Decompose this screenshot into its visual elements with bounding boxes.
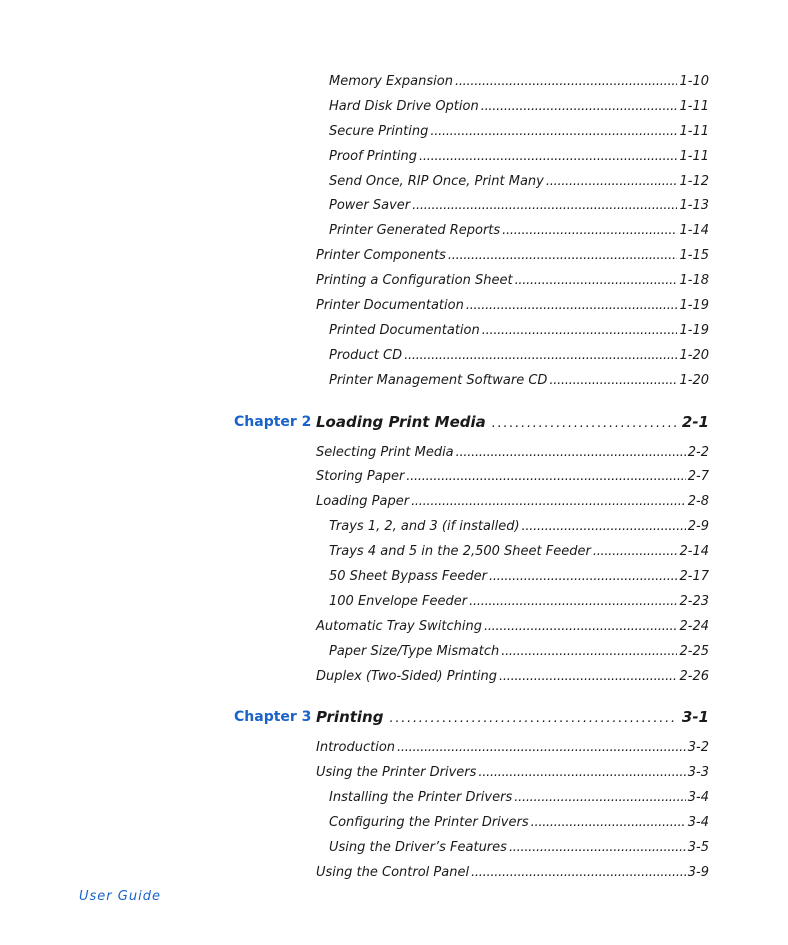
toc-page-number: 2-2	[687, 444, 709, 460]
toc-entry-link[interactable]	[329, 95, 709, 120]
chapter-title: Printing	[316, 708, 384, 727]
toc-row	[0, 540, 788, 565]
dot-leader	[502, 219, 677, 244]
toc-row	[0, 344, 788, 369]
dot-leader	[484, 615, 678, 640]
dot-leader	[430, 120, 677, 145]
toc-entry-link[interactable]	[329, 515, 709, 540]
toc-row	[0, 490, 788, 515]
toc-page-number: 3-3	[687, 765, 709, 781]
toc-page-number: 3-9	[687, 864, 709, 880]
toc-entry-title: Configuring the Printer Drivers	[329, 815, 529, 831]
toc-entry-link[interactable]	[316, 244, 709, 269]
toc-page-number: 2-9	[687, 519, 709, 535]
toc-row	[0, 515, 788, 540]
toc-entry-link[interactable]	[316, 736, 709, 761]
toc-entry-title: Automatic Tray Switching	[316, 618, 482, 634]
dot-leader	[531, 811, 686, 836]
toc-page-number: 3-4	[687, 790, 709, 806]
dot-leader	[549, 369, 677, 394]
dot-leader	[397, 736, 686, 761]
toc-entry-title: Printer Generated Reports	[329, 223, 501, 239]
toc-row	[0, 70, 788, 95]
toc-page-number: 2-26	[679, 668, 709, 684]
dot-leader	[492, 405, 676, 442]
toc-row	[0, 244, 788, 269]
toc-page-number: 1-20	[679, 347, 709, 363]
dot-leader	[411, 490, 686, 515]
dot-leader	[455, 70, 678, 95]
toc-entry-link[interactable]	[316, 441, 709, 466]
dot-leader	[522, 515, 686, 540]
toc-page-number: 1-14	[679, 223, 709, 239]
toc-entry-title: Trays 4 and 5 in the 2,500 Sheet Feeder	[329, 544, 591, 560]
toc-entry-title: Using the Control Panel	[316, 864, 470, 880]
toc-entry-title: Printer Components	[316, 248, 446, 264]
toc-row	[0, 615, 788, 640]
dot-leader	[469, 590, 677, 615]
toc-entry-link[interactable]	[329, 344, 709, 369]
toc-page-number: 1-19	[679, 298, 709, 314]
toc-row	[0, 145, 788, 170]
dot-leader	[412, 194, 677, 219]
toc-entry-title: Using the Driver’s Features	[329, 840, 507, 856]
dot-leader	[482, 319, 678, 344]
dot-leader	[499, 665, 678, 690]
toc-row	[0, 640, 788, 665]
toc-page-number: 2-7	[687, 469, 709, 485]
toc-row	[0, 861, 788, 886]
toc-row	[0, 194, 788, 219]
dot-leader	[448, 244, 678, 269]
chapter-title-link[interactable]	[316, 699, 709, 737]
toc-entry-title: Installing the Printer Drivers	[329, 790, 513, 806]
dot-leader	[481, 95, 678, 120]
dot-leader	[404, 344, 677, 369]
toc-entry-link[interactable]	[329, 145, 709, 170]
toc-page-number: 3-5	[687, 840, 709, 856]
toc-entry-link[interactable]	[329, 590, 709, 615]
chapter-label: Chapter 3	[234, 709, 312, 726]
toc-row	[0, 836, 788, 861]
toc-entry-title: Product CD	[329, 347, 403, 363]
toc-entry-title: Storing Paper	[316, 469, 405, 485]
toc-page-number: 1-11	[679, 123, 709, 139]
dot-leader	[501, 640, 677, 665]
toc-page-number: 2-25	[679, 643, 709, 659]
toc-entry-title: 100 Envelope Feeder	[329, 593, 468, 609]
toc-entry-link[interactable]	[329, 540, 709, 565]
toc-entry-title: Secure Printing	[329, 123, 429, 139]
toc-entry-link[interactable]	[329, 369, 709, 394]
toc-entry-link[interactable]	[316, 465, 709, 490]
toc-page-number: 1-15	[679, 248, 709, 264]
toc-entry-link[interactable]	[316, 294, 709, 319]
toc-page-number: 1-11	[679, 98, 709, 114]
toc-page-number: 3-4	[687, 815, 709, 831]
toc-page-number: 1-20	[679, 372, 709, 388]
toc-entry-link[interactable]	[329, 170, 709, 195]
toc-entry-title: Power Saver	[329, 198, 411, 214]
dot-leader	[466, 294, 678, 319]
toc-entry-link[interactable]	[316, 269, 709, 294]
toc-entry-link[interactable]	[316, 761, 709, 786]
toc-entry-link[interactable]	[329, 565, 709, 590]
toc-row	[0, 590, 788, 615]
toc-entry-link[interactable]	[329, 120, 709, 145]
dot-leader	[509, 836, 686, 861]
toc-row	[0, 294, 788, 319]
dot-leader	[456, 441, 686, 466]
chapter-page-number: 2-1	[681, 412, 709, 431]
toc-row	[0, 120, 788, 145]
dot-leader	[471, 861, 686, 886]
dot-leader	[419, 145, 677, 170]
chapter-heading-row	[0, 404, 788, 441]
toc-page-number: 1-13	[679, 198, 709, 214]
footer-label: User Guide	[79, 889, 161, 904]
toc-entry-title: Send Once, RIP Once, Print Many	[329, 173, 544, 189]
toc-entry-link[interactable]	[329, 194, 709, 219]
toc-entry-link[interactable]	[329, 219, 709, 244]
toc-entry-title: Paper Size/Type Mismatch	[329, 643, 500, 659]
chapter-title-link[interactable]	[316, 404, 709, 442]
toc-row	[0, 269, 788, 294]
toc-row	[0, 170, 788, 195]
toc-entry-title: Loading Paper	[316, 494, 410, 510]
toc-entry-link[interactable]	[329, 786, 709, 811]
toc-entry-title: 50 Sheet Bypass Feeder	[329, 569, 487, 585]
toc-row	[0, 465, 788, 490]
toc-row	[0, 219, 788, 244]
toc-entry-title: Printer Management Software CD	[329, 372, 548, 388]
chapter-label: Chapter 2	[234, 413, 312, 430]
dot-leader	[489, 565, 678, 590]
chapter-page-number: 3-1	[681, 708, 709, 727]
toc-row	[0, 319, 788, 344]
toc-page-number: 1-19	[679, 322, 709, 338]
toc-row	[0, 761, 788, 786]
toc-row	[0, 811, 788, 836]
toc-entry-title: Memory Expansion	[329, 74, 453, 89]
toc-page-number: 1-18	[679, 273, 709, 289]
toc-page-number: 1-12	[679, 173, 709, 189]
dot-leader	[546, 170, 678, 195]
toc-entry-link[interactable]	[316, 490, 709, 515]
toc-entry-link[interactable]	[316, 665, 709, 690]
toc-row	[0, 786, 788, 811]
toc-row	[0, 665, 788, 690]
toc-page-number: 3-2	[687, 740, 709, 756]
toc-entry-link[interactable]	[329, 811, 709, 836]
dot-leader	[389, 700, 675, 737]
toc-row	[0, 565, 788, 590]
toc-page-number: 2-17	[679, 569, 709, 585]
toc-row	[0, 369, 788, 394]
toc-entry-title: Introduction	[316, 740, 396, 756]
dot-leader	[406, 465, 685, 490]
toc-entry-link[interactable]	[316, 615, 709, 640]
toc-entry-title: Trays 1, 2, and 3 (if installed)	[329, 519, 520, 535]
table-of-contents	[0, 70, 788, 886]
toc-page-number: 2-23	[679, 593, 709, 609]
dot-leader	[593, 540, 678, 565]
chapter-heading-row	[0, 699, 788, 736]
toc-entry-link[interactable]	[329, 640, 709, 665]
toc-entry-title: Duplex (Two-Sided) Printing	[316, 668, 497, 684]
toc-page-number: 2-14	[679, 544, 709, 560]
dot-leader	[478, 761, 685, 786]
toc-entry-title: Printer Documentation	[316, 298, 464, 314]
toc-entry-link[interactable]	[329, 319, 709, 344]
toc-row	[0, 441, 788, 466]
toc-entry-title: Proof Printing	[329, 148, 418, 164]
toc-entry-title: Hard Disk Drive Option	[329, 98, 479, 114]
toc-page-number: 1-10	[679, 74, 709, 89]
toc-entry-link[interactable]	[316, 861, 709, 886]
dot-leader	[514, 786, 686, 811]
toc-entry-link[interactable]	[329, 836, 709, 861]
toc-page-number: 1-11	[679, 148, 709, 164]
dot-leader	[515, 269, 678, 294]
toc-page-number: 2-24	[679, 618, 709, 634]
toc-entry-title: Printed Documentation	[329, 322, 480, 338]
toc-row	[0, 95, 788, 120]
toc-entry-title: Using the Printer Drivers	[316, 765, 477, 781]
toc-row	[0, 736, 788, 761]
chapter-title: Loading Print Media	[316, 412, 486, 431]
toc-page-number: 2-8	[687, 494, 709, 510]
toc-entry-title: Selecting Print Media	[316, 444, 454, 460]
toc-entry-title: Printing a Configuration Sheet	[316, 273, 513, 289]
toc-entry-link[interactable]	[329, 70, 709, 95]
